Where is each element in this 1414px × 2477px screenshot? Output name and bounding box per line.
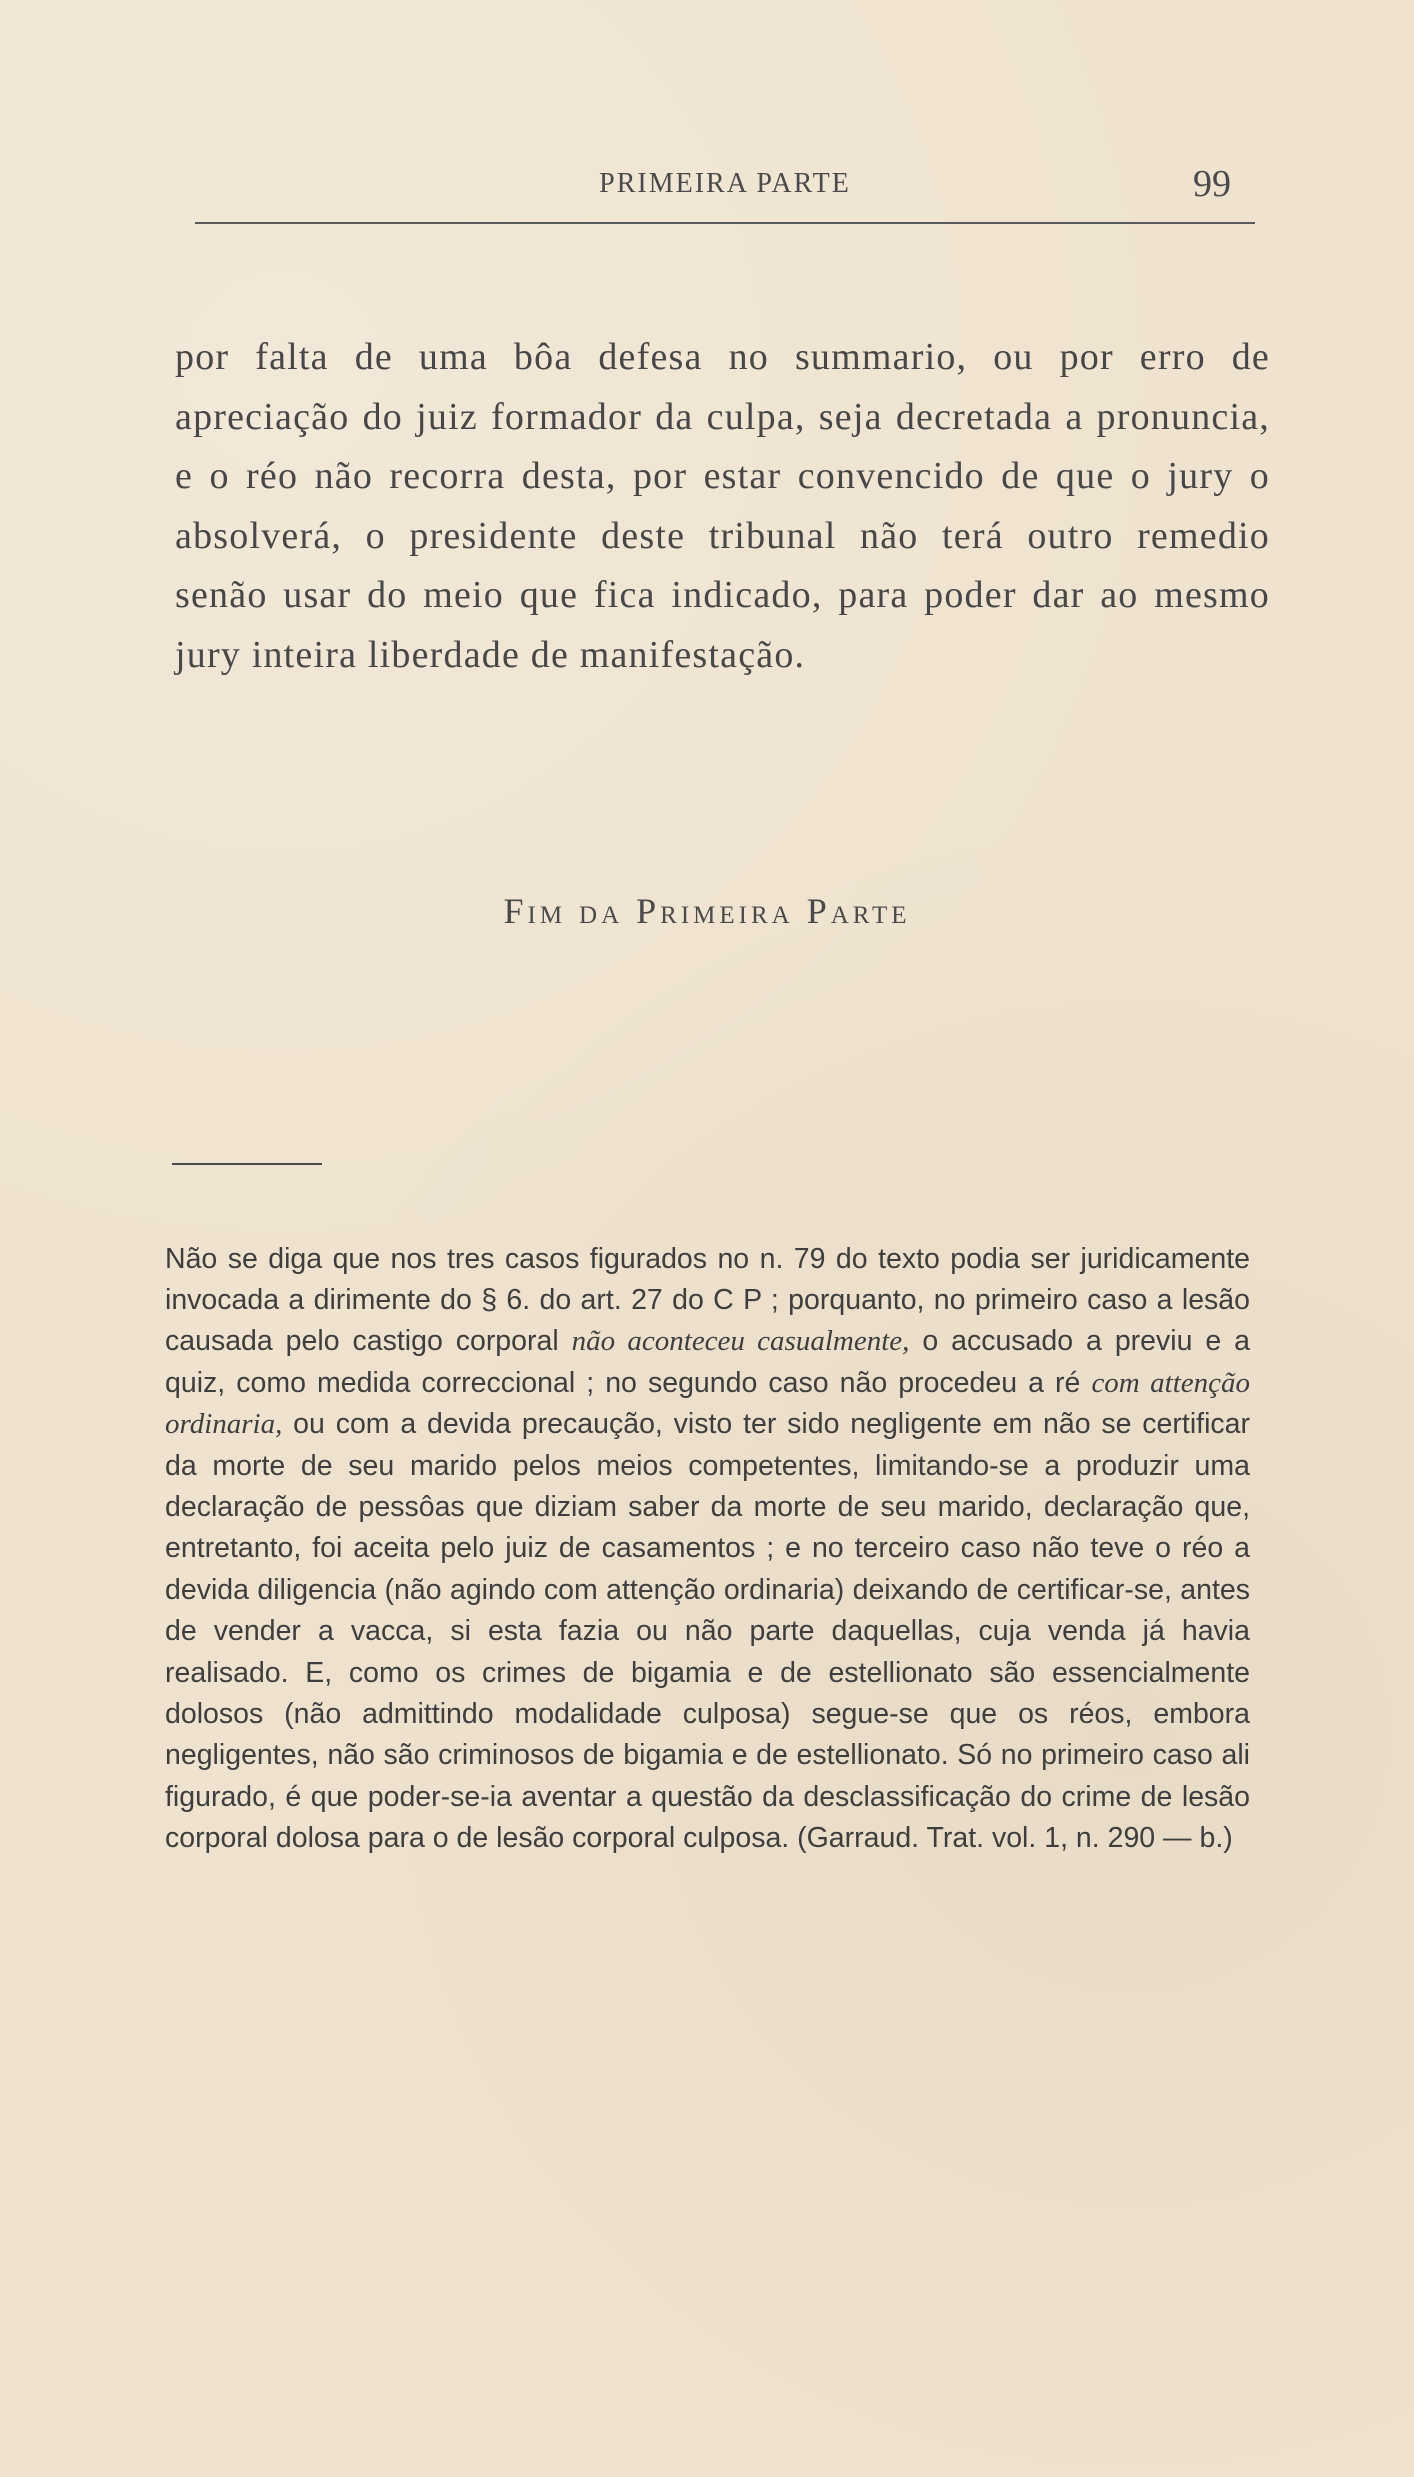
header-rule: [195, 222, 1255, 224]
footnote-text-1: Não se diga que nos tres casos figurados no n. 79 do texto podia ser juridicamente invocada a dirimente do § 6. do art. 27 do C P ; porquanto, no primeiro caso a lesão causada pelo castigo corporal: [165, 1242, 1250, 1358]
end-of-part-heading: Fim da Primeira Parte: [503, 891, 911, 931]
footnote-separator: [172, 1163, 322, 1165]
running-header: [195, 162, 1255, 214]
footnote-text-3: ou com a devida precaução, visto ter sido negligente em não se certificar da morte de seu marido pelos meios competentes, limitando-se a produzir uma declaração de pessôas que diziam saber da morte de seu marido, declaração que, entretanto, foi aceita pelo juiz de casamentos ; e no terceiro caso não teve o réo a devida diligencia (não agindo com attenção ordinaria) deixando de certificar-se, antes de vender a vacca, si esta fazia ou não parte daquellas, cuja venda já havia realisado. E, como os crimes de bigamia e de estellionato são essencialmente dolosos (não admittindo modalidade culposa) segue-se que os réos, embora negligentes, não são criminosos de bigamia e de estellionato. Só no primeiro caso ali figurado, é que poder-se-ia aventar a questão da desclassificação do crime de lesão corporal dolosa para o de lesão corporal culposa. (Garraud. Trat. vol. 1, n. 290 — b.): [165, 1408, 1250, 1855]
footnote-text-2: o accusado a previu e a quiz, como medida correccional ; no segundo caso não procedeu a ré: [165, 1325, 1250, 1399]
footnote: [165, 1239, 1250, 1860]
footnote-italic-1: não aconteceu casualmente,: [571, 1325, 910, 1358]
main-paragraph: por falta de uma bôa defesa no summario, ou por erro de apreciação do juiz formador da culpa, seja decretada a pronuncia, e o réo não recorra desta, por estar convencido de que o jury o absolverá, o presidente deste tribunal não terá outro remedio senão usar do meio que fica indicado, para poder dar ao mesmo jury inteira liberdade de manifestação.: [175, 336, 1270, 676]
page-number: 99: [1193, 163, 1231, 205]
running-title: PRIMEIRA PARTE: [599, 168, 851, 199]
footnote-italic-2: com attenção ordinaria,: [165, 1366, 1250, 1441]
